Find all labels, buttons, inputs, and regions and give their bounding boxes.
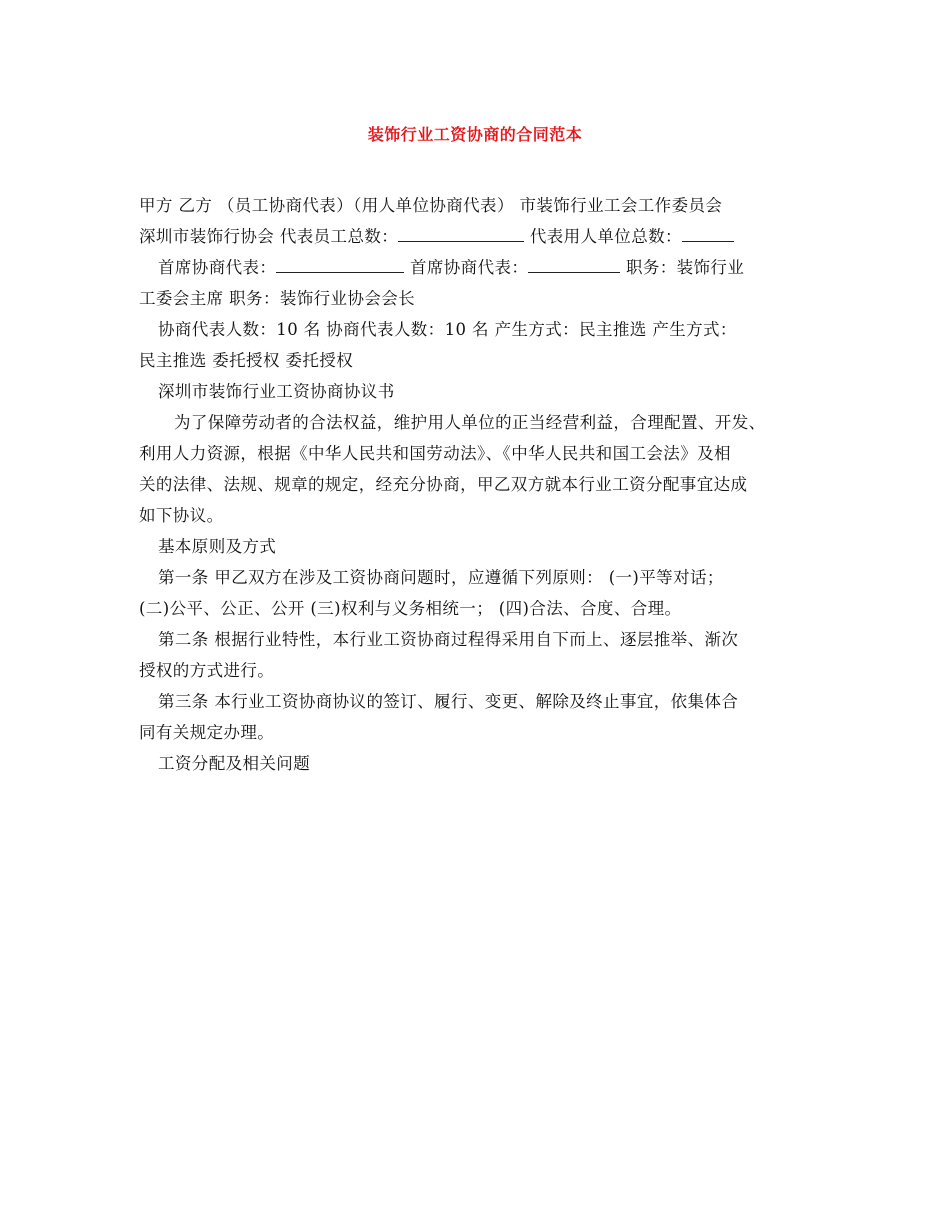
representative-count-line: 深圳市装饰行协会 代表员工总数： 代表用人单位总数：	[139, 223, 819, 254]
position-line: 工委会主席 职务：装饰行业协会会长	[139, 289, 416, 308]
section-heading-wages: 工资分配及相关问题	[158, 754, 311, 773]
chief-representative-line: 首席协商代表： 首席协商代表： 职务：装饰行业	[139, 254, 819, 285]
preamble-line-1: 为了保障劳动者的合法权益，维护用人单位的正当经营利益，合理配置、开发、	[174, 413, 766, 432]
article-1-line-2: (二)公平、公正、公开 (三)权利与义务相统一； (四)合法、合度、合理。	[139, 599, 682, 618]
employer-chief-blank	[528, 254, 620, 273]
article-1-line-1: 第一条 甲乙双方在涉及工资协商问题时，应遵循下列原则： (一)平等对话；	[158, 568, 724, 587]
article-2-line-1: 第二条 根据行业特性，本行业工资协商过程得采用自下而上、逐层推举、渐次	[158, 630, 739, 649]
representative-number-line: 协商代表人数：10 名 协商代表人数：10 名 产生方式：民主推选 产生方式：	[158, 320, 737, 339]
preamble-line-3: 关的法律、法规、规章的规定，经充分协商，甲乙双方就本行业工资分配事宜达成	[139, 475, 748, 494]
employee-chief-blank	[276, 254, 404, 273]
preamble-line-2: 利用人力资源，根据《中华人民共和国劳动法》、《中华人民共和国工会法》及相	[139, 444, 731, 463]
document-title: 装饰行业工资协商的合同范本	[367, 125, 583, 144]
article-3-line-1: 第三条 本行业工资协商协议的签订、履行、变更、解除及终止事宜，依集体合	[158, 692, 739, 711]
article-2-line-2: 授权的方式进行。	[139, 661, 275, 680]
employee-total-blank	[398, 223, 524, 242]
section-heading-principles: 基本原则及方式	[158, 537, 277, 556]
agreement-heading: 深圳市装饰行业工资协商协议书	[158, 382, 395, 401]
employer-total-blank	[682, 223, 734, 242]
document-body	[139, 192, 819, 781]
selection-method-line: 民主推选 委托授权 委托授权	[139, 351, 354, 370]
article-3-line-2: 同有关规定办理。	[139, 723, 275, 742]
preamble-line-4: 如下协议。	[139, 506, 224, 525]
parties-line: 甲方 乙方 （员工协商代表）（用人单位协商代表） 市装饰行业工会工作委员会	[139, 196, 723, 215]
